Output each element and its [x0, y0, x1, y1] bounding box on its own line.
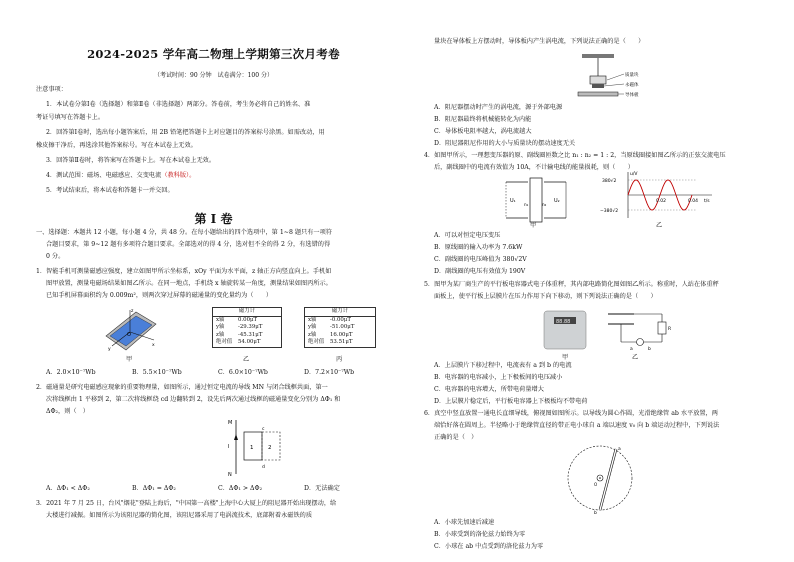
option[interactable]: A．小球先加速后减速: [434, 519, 495, 526]
table-row: x轴 0.00μT: [216, 316, 258, 323]
table-row: y轴 -51.00μT: [308, 324, 355, 331]
option[interactable]: C．副线圈的电压峰值为 380√2V: [434, 256, 527, 263]
svg-text:0.04: 0.04: [688, 199, 699, 204]
fig-label-b: 乙: [243, 356, 250, 363]
q2-stem: 2．磁通量是研究电磁感应现象的重要物理量，如图所示，通过恒定电流的导线 MN 与闭合线框共面，第一: [36, 384, 328, 391]
svg-text:R: R: [668, 327, 672, 332]
magnetometer-table-c: [304, 307, 376, 348]
svg-text:M: M: [228, 420, 233, 426]
magnetometer-table-b: [212, 307, 282, 348]
exam-subtitle: （考试时间：90 分钟 试卷满分：100 分）: [154, 72, 273, 79]
capacitor-circuit: [600, 308, 676, 354]
fig-label-a: 甲: [530, 222, 537, 229]
table-row: 绝对值 53.51μT: [308, 339, 353, 346]
section-instructions: 合题目要求，第 9~12 题有多项符合题目要求。全部选对的得 4 分，选对但不全的得 2 分，有选错的得: [46, 241, 331, 248]
svg-text:N: N: [228, 472, 232, 478]
wire-frame-figure: [224, 416, 304, 478]
section-instructions: 一、选择题：本题共 12 小题，每小题 4 分，共 48 分。在每小题给出的四个选项中，第 1~8 题只有一项符: [36, 229, 332, 236]
option[interactable]: C．6.0×10⁻⁷Wb: [218, 369, 268, 376]
svg-text:2: 2: [268, 445, 272, 451]
svg-text:U₂: U₂: [554, 198, 560, 204]
svg-text:a: a: [618, 447, 621, 452]
q1-stem: 已知手机屏幕面积约为 0.009m²，则两次穿过屏幕的磁通量的变化量约为（ ）: [46, 292, 273, 299]
table-row: x轴 -0.00μT: [308, 316, 351, 323]
option[interactable]: B．小球受到的洛伦兹力始终为零: [434, 531, 526, 538]
svg-text:I: I: [228, 444, 230, 450]
svg-text:O: O: [127, 332, 131, 338]
svg-text:y: y: [108, 347, 111, 352]
option[interactable]: C．导体板电阻率越大，涡电流越大: [434, 128, 532, 135]
notice-item: 5．考试结束后，将本试卷和答题卡一并交回。: [46, 187, 174, 194]
notice-item: 考证号填写在答题卡上。: [36, 114, 105, 121]
option[interactable]: D．7.2×10⁻⁷Wb: [304, 369, 355, 376]
table-title: 磁力计: [305, 308, 375, 317]
damper-figure: [574, 52, 664, 104]
svg-text:z: z: [131, 309, 134, 314]
table-row: 绝对值 54.00μT: [216, 339, 261, 346]
fig-label-a: 甲: [126, 356, 133, 363]
svg-text:−380√2: −380√2: [600, 209, 619, 214]
part1-heading: 第 Ⅰ 卷: [194, 212, 233, 226]
svg-text:u/V: u/V: [630, 172, 638, 177]
svg-text:n₂: n₂: [542, 202, 547, 207]
q1-stem: 1．智能手机可测量磁感应强度，建立如图甲所示坐标系，xOy 平面为水平面，z 轴正方向竖直向上。手机如: [36, 268, 332, 275]
wire-tube-figure: [562, 440, 640, 518]
notice-scope: 4．测试范围：磁场、电磁感应、交变电流: [46, 172, 162, 179]
option[interactable]: B．阻尼器最终将机械能转化为内能: [434, 116, 532, 123]
q2-stem: 次将线框由 1 平移到 2，第二次将线框绕 cd 边翻转到 2，设先后两次通过线框的磁通量变化分别为 ΔΦ₁ 和: [46, 396, 341, 403]
svg-text:导体板: 导体板: [625, 93, 639, 98]
table-row: y轴 -29.39μT: [216, 324, 263, 331]
svg-text:1: 1: [250, 445, 254, 451]
scale-photo: [540, 303, 592, 357]
notice-item: 2．回答第Ⅰ卷时，选出每小题答案后，用 2B 铅笔把答题卡上对应题目的答案标号涂黑。如需改动，用: [46, 129, 325, 136]
option[interactable]: A．2.0×10⁻⁷Wb: [46, 369, 96, 376]
q5-stem: 面板上，使平行板上层膜片在压力作用下向下移动，则下列说法正确的是（ ）: [434, 293, 657, 300]
notice-item: 3．回答第Ⅱ卷时，将答案写在答题卡上。写在本试卷上无效。: [46, 157, 216, 164]
svg-text:b: b: [648, 347, 651, 352]
option[interactable]: D．副线圈的电压有效值为 190V: [434, 268, 526, 275]
q5-stem: 5．图甲为某厂商生产的平行板电容器式电子体重秤，其内部电路简化图如图乙所示。称重时，人站在体重秤: [424, 281, 719, 288]
svg-text:0.02: 0.02: [656, 199, 667, 204]
transformer-figure: [500, 172, 572, 228]
option[interactable]: A．阻尼器摆动时产生的涡电流，源于外部电源: [434, 104, 563, 111]
q6-stem: 6．真空中竖直放置一通电长直细导线，俯视图如图所示。以导线为圆心作圆，光滑绝缘管 ab 水平放置，两: [424, 410, 718, 417]
svg-text:x: x: [152, 343, 155, 348]
svg-text:d: d: [262, 465, 265, 470]
phone-figure: [98, 306, 162, 358]
sine-wave-chart: [600, 168, 718, 222]
q6-stem: 端恰好落在圆周上。半径略小于绝缘管直径的带正电小球自 a 端以速度 v₀ 向 b 端运动过程中，下列说法: [434, 422, 720, 429]
option[interactable]: C．小球在 ab 中点受到的洛伦兹力为零: [434, 543, 544, 550]
option[interactable]: B．电容器的电容减小，上下极板间的电压减小: [434, 374, 563, 381]
option[interactable]: A．ΔΦ₁ < ΔΦ₂: [46, 485, 90, 492]
left-column: [36, 0, 391, 562]
option[interactable]: D．上层膜片稳定后，平行板电容器上下极板均不带电荷: [434, 398, 588, 405]
svg-text:88.88: 88.88: [556, 319, 571, 325]
exam-title: 2024-2025 学年高二物理上学期第三次月考卷: [87, 47, 340, 61]
option[interactable]: D．阻尼器阻尼作用的大小与质量块的摆动速度无关: [434, 140, 576, 147]
q4-stem: 4．如图甲所示，一理想变压器的原、副线圈匝数之比 n₁ : n₂ = 1 : 2，当原线圈接如图乙所示的正弦交流电压: [424, 152, 726, 159]
svg-text:永磁体: 永磁体: [625, 83, 639, 88]
q1-stem: 图甲放置，测量电磁场结果如图乙所示。在同一地点，手机绕 x 轴旋转某一角度，测量结果如图丙所示。: [46, 280, 332, 287]
option[interactable]: A．上层膜片下移过程中，电流表有 a 到 b 的电流: [434, 362, 572, 369]
notice-heading: 注意事项：: [36, 86, 67, 93]
svg-text:U₁: U₁: [510, 198, 516, 204]
fig-label-b: 乙: [656, 222, 663, 229]
option[interactable]: B．ΔΦ₁ = ΔΦ₂: [132, 485, 176, 492]
q4-stem: 后，副线圈中的电流有效值为 10A，不计输电线的能量损耗，则（ ）: [434, 164, 634, 171]
q6-stem: 正确的是（ ）: [434, 434, 478, 441]
q2-stem: ΔΦ₂，则（ ）: [46, 408, 89, 415]
svg-text:b: b: [594, 511, 597, 516]
table-title: 磁力计: [213, 308, 281, 317]
q3-stem: 3．2021 年 7 月 25 日，台风"烟花"登陆上海后，"中国第一高楼"上海中心大厦上的阻尼器开始出现摆动，给: [36, 500, 337, 507]
q3-stem: 量块在导体板上方摆动时，导体板内产生涡电流，下列说法正确的是（ ）: [434, 38, 645, 45]
svg-text:380√2: 380√2: [602, 179, 617, 184]
option[interactable]: A．可以对恒定电压变压: [434, 232, 501, 239]
svg-text:a: a: [630, 347, 633, 352]
fig-label-b: 乙: [632, 354, 639, 361]
right-column: [424, 0, 769, 562]
table-row: z轴 -45.31μT: [216, 331, 263, 338]
fig-label-c: 丙: [336, 356, 343, 363]
svg-text:t/s: t/s: [704, 199, 710, 204]
q3-stem: 大楼进行减振。如图所示为该阻尼器的简化图，该阻尼器采用了电涡流技术，底部附着永磁铁的质: [46, 512, 313, 519]
option[interactable]: C．ΔΦ₁ > ΔΦ₂: [218, 485, 263, 492]
table-row: z轴 16.00μT: [308, 331, 353, 338]
notice-item: [46, 172, 195, 181]
svg-text:O: O: [594, 482, 598, 487]
fig-label-a: 甲: [562, 354, 569, 361]
notice-item: 橡皮擦干净后，再选涂其他答案标号。写在本试卷上无效。: [36, 142, 197, 149]
svg-text:n₁: n₁: [524, 202, 529, 207]
svg-text:质量块: 质量块: [625, 73, 639, 78]
svg-text:c: c: [262, 427, 265, 432]
edition-note: （教科版）。: [161, 172, 196, 179]
option[interactable]: B．原线圈的输入功率为 7.6kW: [434, 244, 523, 251]
option[interactable]: C．电容器的电容增大，所带电荷量增大: [434, 386, 544, 393]
notice-item: 1．本试卷分第Ⅰ卷（选择题）和第Ⅱ卷（非选择题）两部分。答卷前，考生务必将自己的姓名、准: [46, 101, 311, 108]
section-instructions: 0 分。: [46, 253, 65, 260]
option[interactable]: B．5.5×10⁻⁷Wb: [132, 369, 182, 376]
option[interactable]: D．无法确定: [304, 485, 340, 492]
